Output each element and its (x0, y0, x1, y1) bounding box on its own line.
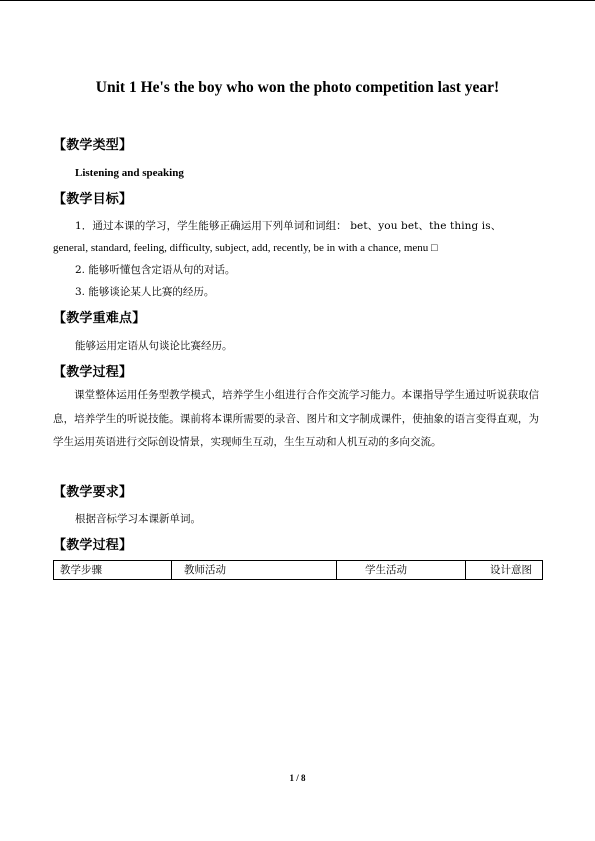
heading-teaching-goals: 【教学目标】 (53, 192, 133, 207)
table-header-step: 教学步骤 (54, 561, 172, 579)
goal-1-line-2: general, standard, feeling, difficulty, subject, add, recently, be in with a chance, menu □ (53, 242, 438, 254)
heading-teaching-process-2: 【教学过程】 (53, 538, 133, 553)
table-header-design: 设计意图 (490, 564, 532, 576)
heading-teaching-process: 【教学过程】 (53, 365, 133, 380)
document-title: Unit 1 He's the boy who won the photo competition last year! (95, 79, 500, 96)
table-header-teacher: 教师活动 (172, 561, 337, 579)
goal-2: 2. 能够听懂包含定语从句的对话。 (75, 264, 236, 276)
process-paragraph (53, 384, 539, 455)
process-table-header (53, 560, 543, 580)
goal-3: 3. 能够谈论某人比赛的经历。 (75, 286, 215, 298)
page-number: 1 / 8 (289, 773, 306, 783)
key-point-text: 能够运用定语从句谈论比赛经历。 (75, 340, 233, 352)
heading-key-points: 【教学重难点】 (53, 311, 146, 326)
requirement-text: 根据音标学习本课新单词。 (75, 513, 201, 525)
table-header-student: 学生活动 (337, 561, 466, 579)
process-text: 课堂整体运用任务型教学模式，培养学生小组进行合作交流学习能力。本课指导学生通过听说获取信息，培养学生的听说技能。课前将本课所需要的录音、图片和文字制成课件，使抽象的语言变得直观，为学生运用英语进行交际创设情景，实现师生互动，生生互动和人机互动的多向交流。 (53, 389, 539, 448)
goal-1-line-1: 1．通过本课的学习，学生能够正确运用下列单词和词组： bet、you bet、the thing is、 (75, 220, 502, 232)
page-top-border (0, 0, 595, 1)
heading-teaching-requirement: 【教学要求】 (53, 485, 133, 500)
teaching-type-text: Listening and speaking (75, 167, 184, 179)
heading-teaching-type: 【教学类型】 (53, 138, 133, 153)
